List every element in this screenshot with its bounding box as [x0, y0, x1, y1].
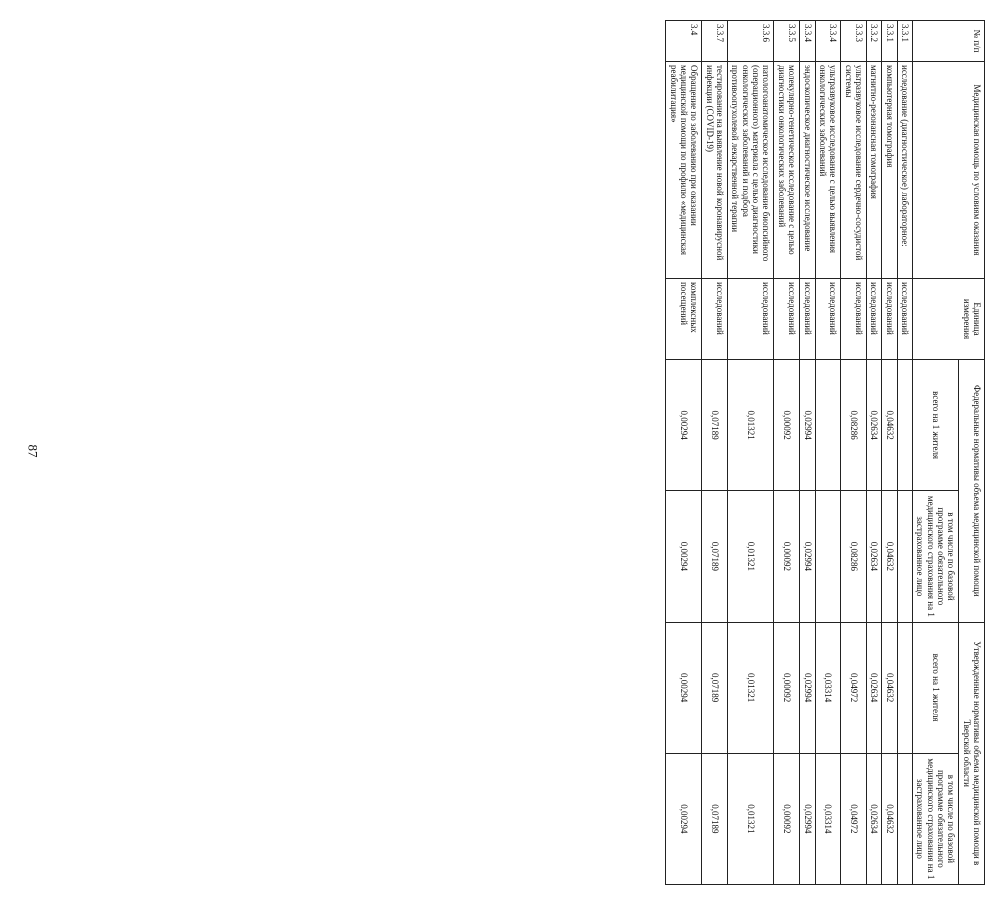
row-name: патологоанатомическое исследование биопсийного (операционного) материала с целью диагностики онкологических заболеваний и подбора противоопухолевой лекарственной терапии [728, 62, 774, 279]
row-approved-per-person: 0,00092 [774, 622, 800, 753]
row-approved-per-insured: 0,00294 [666, 753, 702, 884]
table-row [882, 21, 897, 885]
row-federal-per-insured: 0,04632 [882, 491, 897, 622]
row-federal-per-person [815, 360, 841, 491]
row-federal-per-person: 0,04632 [882, 360, 897, 491]
row-approved-per-person: 0,02994 [800, 622, 815, 753]
table-row [702, 21, 728, 885]
row-approved-per-person: 0,01321 [728, 622, 774, 753]
row-name: ультразвуковое исследование сердечно-сосудистой системы [841, 62, 867, 279]
row-unit: исследований [866, 279, 881, 360]
row-num: 3.3.4 [815, 21, 841, 62]
row-unit: исследований [841, 279, 867, 360]
table-row [841, 21, 867, 885]
row-federal-per-person: 0,00294 [666, 360, 702, 491]
table-row [866, 21, 881, 885]
header-approved: Утвержденные нормативы объема медицинской помощи в Тверской области [959, 622, 985, 885]
row-unit: исследований [702, 279, 728, 360]
row-federal-per-insured [815, 491, 841, 622]
row-federal-per-person: 0,00092 [774, 360, 800, 491]
row-approved-per-insured: 0,02634 [866, 753, 881, 884]
row-num: 3.4 [666, 21, 702, 62]
header-federal-per-person: всего на 1 жителя [912, 360, 958, 491]
row-approved-per-person: 0,04632 [882, 622, 897, 753]
row-approved-per-insured: 0,04632 [882, 753, 897, 884]
rotated-table-wrapper [540, 20, 985, 885]
row-name: эндоскопическое диагностическое исследование [800, 62, 815, 279]
row-approved-per-person [897, 622, 912, 753]
row-approved-per-insured: 0,02994 [800, 753, 815, 884]
row-federal-per-insured: 0,02994 [800, 491, 815, 622]
row-federal-per-insured: 0,08286 [841, 491, 867, 622]
norms-table [665, 20, 985, 885]
row-name: Обращение по заболеванию при оказании медицинской помощи по профилю «медицинская реабилитация» [666, 62, 702, 279]
row-federal-per-person: 0,02994 [800, 360, 815, 491]
header-federal: Федеральные нормативы объема медицинской помощи [959, 360, 985, 623]
header-name: Медицинская помощь по условиям оказания [912, 62, 984, 279]
row-unit: исследований [897, 279, 912, 360]
row-federal-per-insured [897, 491, 912, 622]
row-approved-per-insured: 0,04972 [841, 753, 867, 884]
row-num: 3.3.1 [882, 21, 897, 62]
row-num: 3.3.2 [866, 21, 881, 62]
row-federal-per-insured: 0,00092 [774, 491, 800, 622]
row-federal-per-insured: 0,00294 [666, 491, 702, 622]
table-row [774, 21, 800, 885]
table-body [666, 21, 913, 885]
row-federal-per-insured: 0,01321 [728, 491, 774, 622]
row-num: 3.3.3 [841, 21, 867, 62]
row-name: ультразвуковое исследование с целью выявления онкологических заболеваний [815, 62, 841, 279]
page-number: 87 [25, 444, 41, 458]
row-federal-per-person: 0,01321 [728, 360, 774, 491]
row-approved-per-person: 0,04972 [841, 622, 867, 753]
row-num: 3.3.7 [702, 21, 728, 62]
header-approved-per-person: всего на 1 жителя [912, 622, 958, 753]
row-unit: исследований [815, 279, 841, 360]
row-approved-per-insured: 0,01321 [728, 753, 774, 884]
row-unit: исследований [728, 279, 774, 360]
row-federal-per-insured: 0,02634 [866, 491, 881, 622]
row-unit: исследований [800, 279, 815, 360]
header-unit: Единица измерения [912, 279, 984, 360]
row-approved-per-person: 0,07189 [702, 622, 728, 753]
table-row [815, 21, 841, 885]
header-num: № п/п [912, 21, 984, 62]
row-unit: исследований [882, 279, 897, 360]
row-approved-per-insured [897, 753, 912, 884]
table-row [728, 21, 774, 885]
row-unit: исследований [774, 279, 800, 360]
row-federal-per-person: 0,08286 [841, 360, 867, 491]
row-name: компьютерная томография [882, 62, 897, 279]
row-approved-per-person: 0,02634 [866, 622, 881, 753]
row-approved-per-insured: 0,00092 [774, 753, 800, 884]
row-name: тестирование на выявление новой коронавирусной инфекции (COVID-19) [702, 62, 728, 279]
table-row [800, 21, 815, 885]
row-unit: комплексных посещений [666, 279, 702, 360]
row-federal-per-person: 0,02634 [866, 360, 881, 491]
row-federal-per-person: 0,07189 [702, 360, 728, 491]
table-row [897, 21, 912, 885]
row-num: 3.3.5 [774, 21, 800, 62]
row-federal-per-person [897, 360, 912, 491]
row-approved-per-insured: 0,07189 [702, 753, 728, 884]
row-approved-per-person: 0,03314 [815, 622, 841, 753]
row-num: 3.3.6 [728, 21, 774, 62]
table-row [666, 21, 702, 885]
header-federal-per-insured: в том числе по базовой программе обязательного медицинского страхования на 1 застрахованное лицо [912, 491, 958, 622]
row-name: молекулярно-генетическое исследование с целью диагностики онкологических заболеваний [774, 62, 800, 279]
row-approved-per-person: 0,00294 [666, 622, 702, 753]
row-num: 3.3.4 [800, 21, 815, 62]
row-federal-per-insured: 0,07189 [702, 491, 728, 622]
row-name: магнитно-резонансная томография [866, 62, 881, 279]
row-num: 3.3.1 [897, 21, 912, 62]
row-approved-per-insured: 0,03314 [815, 753, 841, 884]
row-name: исследование (диагностическое) лабораторное: [897, 62, 912, 279]
header-approved-per-insured: в том числе по базовой программе обязательного медицинского страхования на 1 застрахованное лицо [912, 753, 958, 884]
